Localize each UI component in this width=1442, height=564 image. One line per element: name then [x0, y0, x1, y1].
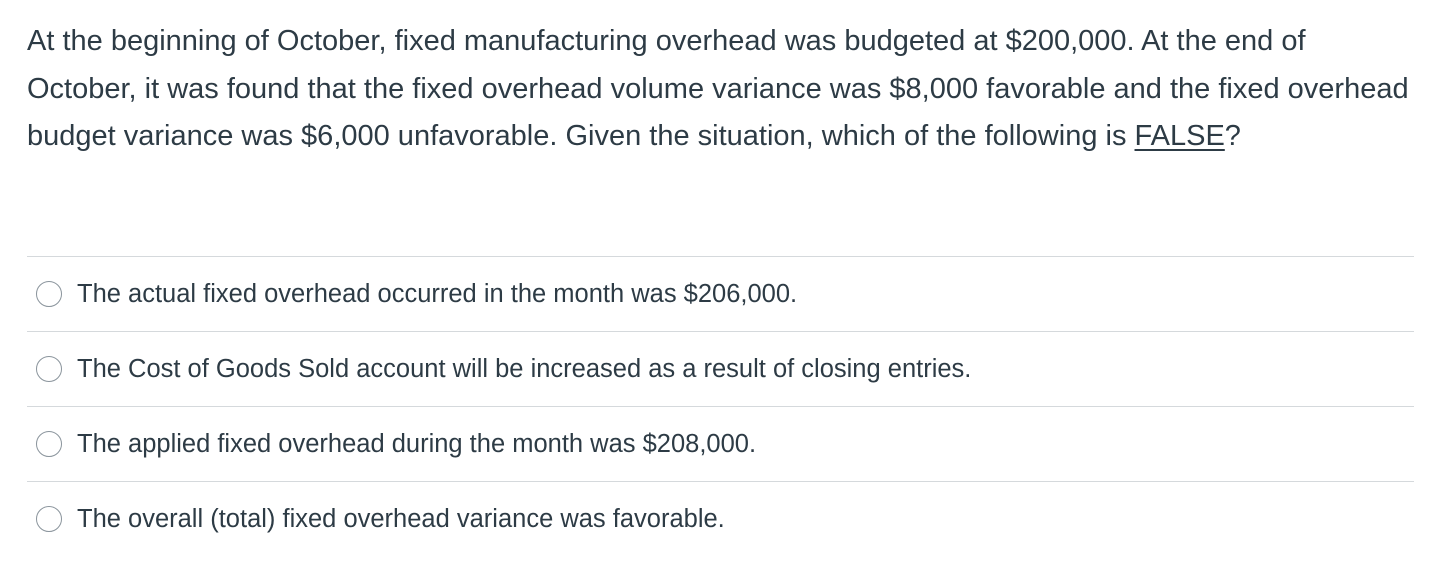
- question-body: At the beginning of October, fixed manufacturing overhead was budgeted at $200,000. At the end of October, it was found that the fixed overhead volume variance was $8,000 favorable and the fixed overhead budget variance was $6,000 unfavorable. Given the situation, which of the following is: [27, 25, 1409, 152]
- answer-label-3: The applied fixed overhead during the month was $208,000.: [77, 429, 757, 458]
- question-end: ?: [1224, 120, 1241, 152]
- radio-button-3[interactable]: [36, 431, 62, 457]
- radio-button-1[interactable]: [36, 281, 62, 307]
- answer-label-4: The overall (total) fixed overhead variance was favorable.: [77, 504, 725, 533]
- answer-label-1: The actual fixed overhead occurred in the month was $206,000.: [77, 279, 798, 308]
- answer-option-3[interactable]: [27, 406, 1414, 481]
- answer-option-1[interactable]: [27, 256, 1414, 331]
- answer-label-2: The Cost of Goods Sold account will be increased as a result of closing entries.: [77, 354, 972, 383]
- answer-list: [27, 256, 1414, 556]
- answer-option-2[interactable]: [27, 331, 1414, 406]
- question-emphasis: FALSE: [1134, 120, 1225, 152]
- radio-button-4[interactable]: [36, 506, 62, 532]
- answer-option-4[interactable]: [27, 481, 1414, 556]
- question-text: [27, 18, 1422, 161]
- radio-button-2[interactable]: [36, 356, 62, 382]
